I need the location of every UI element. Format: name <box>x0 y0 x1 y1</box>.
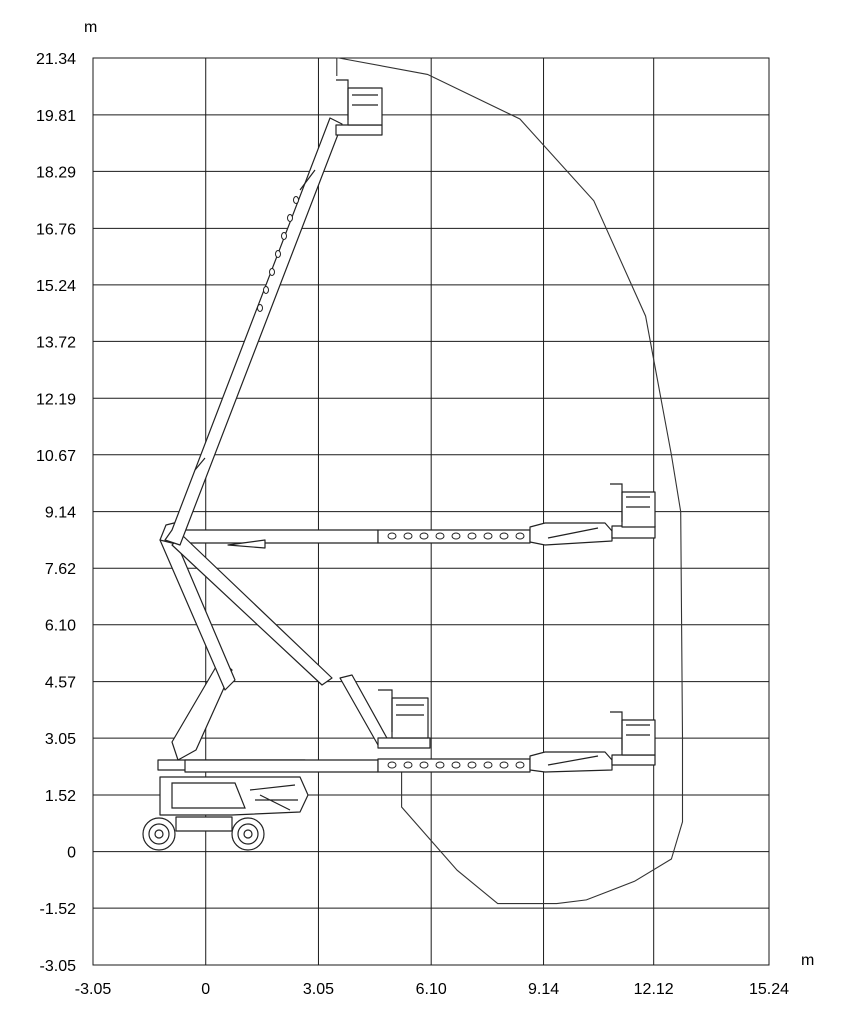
y-tick-label: -1.52 <box>39 901 76 919</box>
x-tick-label: 0 <box>201 981 211 998</box>
x-tick-label: 15.24 <box>748 981 790 998</box>
tick-labels <box>36 51 789 998</box>
y-tick-label: 7.62 <box>44 561 76 579</box>
riser-arms <box>160 522 332 760</box>
y-tick-label: 13.72 <box>35 334 76 352</box>
y-tick-label: 3.05 <box>44 731 76 749</box>
x-unit-label: m <box>801 952 815 969</box>
y-tick-label: -3.05 <box>39 958 76 975</box>
working-envelope-curve <box>337 58 683 904</box>
y-tick-label: 19.81 <box>35 107 76 125</box>
y-tick-label: 21.34 <box>35 51 76 68</box>
y-tick-label: 1.52 <box>44 788 76 806</box>
boom-full-height <box>165 80 382 545</box>
x-tick-label: 6.10 <box>415 981 447 998</box>
y-tick-label: 4.57 <box>44 674 76 692</box>
boom-mid-extended <box>180 484 655 548</box>
y-tick-label: 16.76 <box>35 221 76 239</box>
machine-illustration <box>143 80 655 850</box>
chassis <box>143 760 308 850</box>
y-tick-label: 9.14 <box>44 504 76 522</box>
y-tick-label: 10.67 <box>35 447 76 465</box>
x-tick-label: 3.05 <box>302 981 335 998</box>
y-tick-label: 6.10 <box>44 617 76 635</box>
y-tick-label: 12.19 <box>35 391 76 409</box>
x-tick-label: 9.14 <box>527 981 560 998</box>
y-tick-label: 18.29 <box>35 164 76 182</box>
y-tick-label: 0 <box>67 844 76 862</box>
x-tick-label: 12.12 <box>633 981 674 998</box>
x-tick-label: -3.05 <box>74 981 112 998</box>
boom-low-raised <box>340 675 430 748</box>
y-unit-label: m <box>84 19 98 36</box>
y-tick-label: 15.24 <box>35 277 76 295</box>
